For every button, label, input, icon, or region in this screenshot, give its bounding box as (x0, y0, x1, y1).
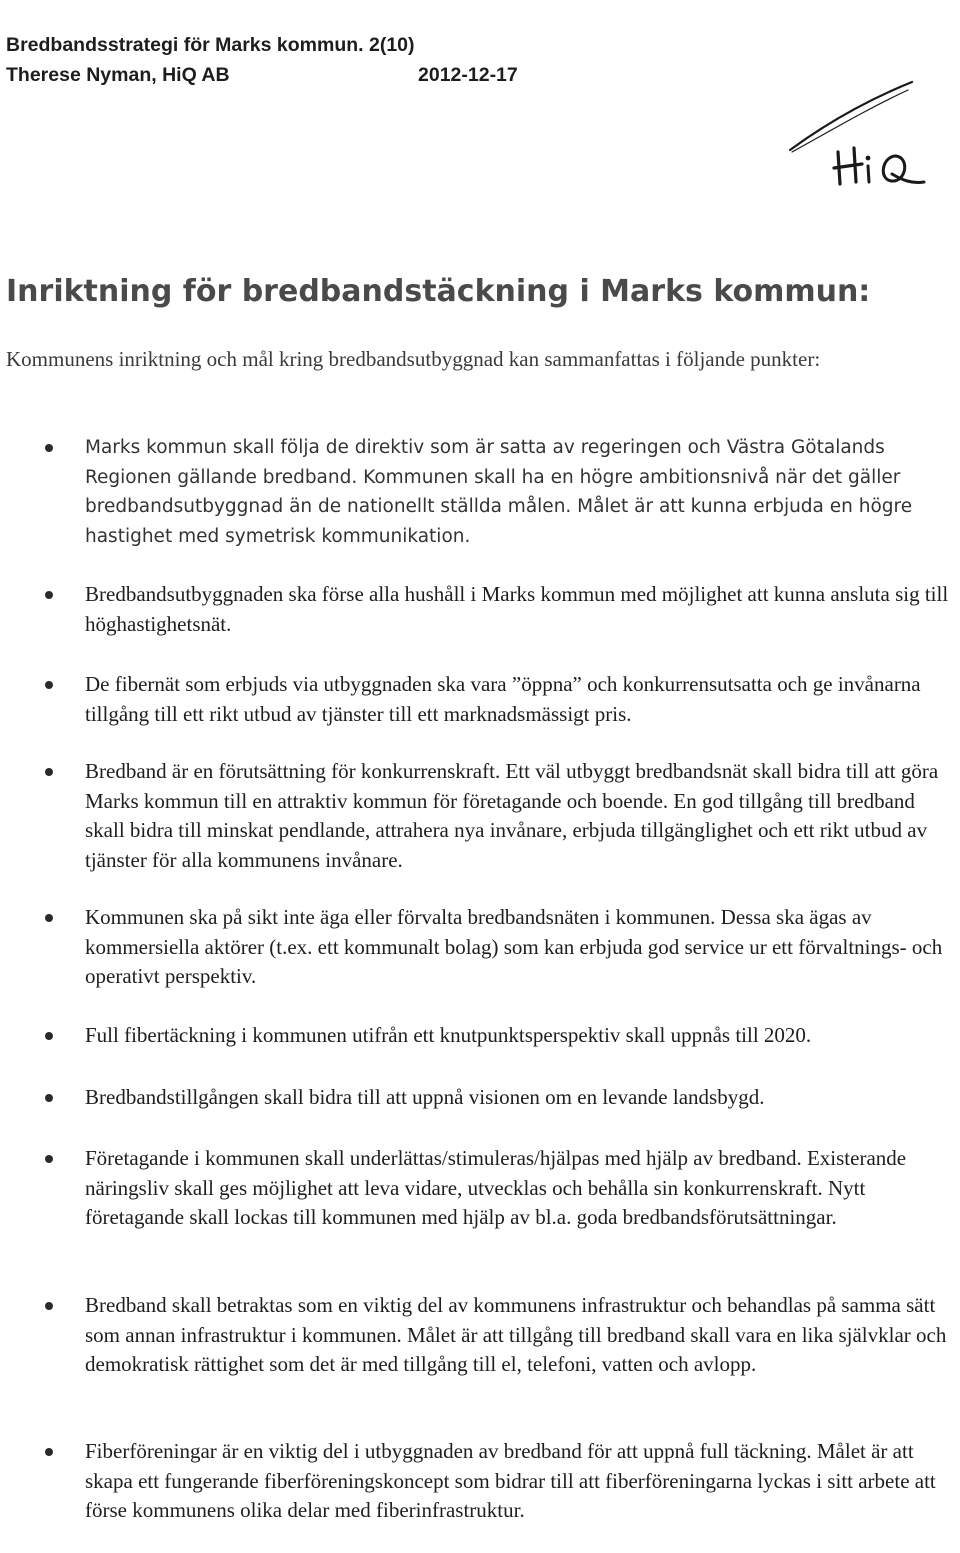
list-item-text: Företagande i kommunen skall underlättas/stimuleras/hjälpas med hjälp av bredband. Existerande näringsliv skall ges möjlighet att leva vidare, utvecklas och behålla sin konkurrenskraft. Nytt företagande skall lockas till kommunen med hjälp av bl.a. goda bredbandsförutsättningar. (85, 1146, 907, 1229)
bullet-dot (45, 1094, 53, 1102)
bullet-dot (45, 444, 53, 452)
intro-paragraph: Kommunens inriktning och mål kring bredbandsutbyggnad kan sammanfattas i följande punkter: (6, 347, 821, 371)
list-item-text: Full fibertäckning i kommunen utifrån ett knutpunktsperspektiv skall uppnås till 2020. (85, 1023, 812, 1047)
bullet-dot (45, 591, 53, 599)
list-item-text: Bredband skall betraktas som en viktig del av kommunens infrastruktur och behandlas på samma sätt som annan infrastruktur i kommunen. Målet är att tillgång till bredband skall vara en lika självklar och demokratisk rättighet som det är med tillgång till el, telefoni, vatten och avlopp. (85, 1293, 947, 1376)
document-header (6, 30, 518, 90)
list-item-text: Bredbandstillgången skall bidra till att uppnå visionen om en levande landsbygd. (85, 1085, 765, 1109)
document-date: 2012-12-17 (418, 64, 518, 86)
list-item-text: Bredbandsutbyggnaden ska förse alla hushåll i Marks kommun med möjlighet att kunna ansluta sig till höghastighetsnät. (85, 582, 949, 636)
header-line-2 (6, 60, 518, 90)
list-item-text: Marks kommun skall följa de direktiv som är satta av regeringen och Västra Götalands Regionen gällande bredband. Kommunen skall ha en högre ambitionsnivå när det gäller bredbandsutbyggnad än de nationellt ställda målen. Målet är att kunna erbjuda en högre hastighet med symetrisk kommunikation. (85, 437, 913, 547)
bullet-dot (45, 914, 53, 922)
bullet-dot (45, 681, 53, 689)
list-item-text: De fibernät som erbjuds via utbyggnaden ska vara ”öppna” och konkurrensutsatta och ge invånarna tillgång till ett rikt utbud av tjänster till ett marknadsmässigt pris. (85, 672, 921, 726)
header-line-1 (6, 30, 415, 60)
hiq-logo (780, 78, 930, 188)
author: Therese Nyman, HiQ AB (6, 64, 230, 86)
bullet-dot (45, 768, 53, 776)
bullet-dot (45, 1448, 53, 1456)
list-item-text: Kommunen ska på sikt inte äga eller förvalta bredbandsnäten i kommunen. Dessa ska ägas av kommersiella aktörer (t.ex. ett kommunalt bolag) som kan erbjuda god service ur ett förvaltnings- och operativt perspektiv. (85, 905, 943, 988)
bullet-dot (45, 1032, 53, 1040)
document-title-and-page: Bredbandsstrategi för Marks kommun. 2(10) (6, 34, 415, 56)
section-heading: Inriktning för bredbandstäckning i Marks kommun: (6, 274, 871, 309)
bullet-dot (45, 1155, 53, 1163)
bullet-dot (45, 1302, 53, 1310)
list-item-text: Bredband är en förutsättning för konkurrenskraft. Ett väl utbyggt bredbandsnät skall bidra till att göra Marks kommun till en attraktiv kommun för företagande och boende. En god tillgång till bredband skall bidra till minskat pendlande, attrahera nya invånare, erbjuda tillgänglighet och ett rikt utbud av tjänster för alla kommunens invånare. (85, 759, 939, 872)
list-item-text: Fiberföreningar är en viktig del i utbyggnaden av bredband för att uppnå full täckning. Målet är att skapa ett fungerande fiberföreningskoncept som bidrar till att fiberföreningarna lyckas i sitt arbete att förse kommunens olika delar med fiberinfrastruktur. (85, 1439, 936, 1522)
